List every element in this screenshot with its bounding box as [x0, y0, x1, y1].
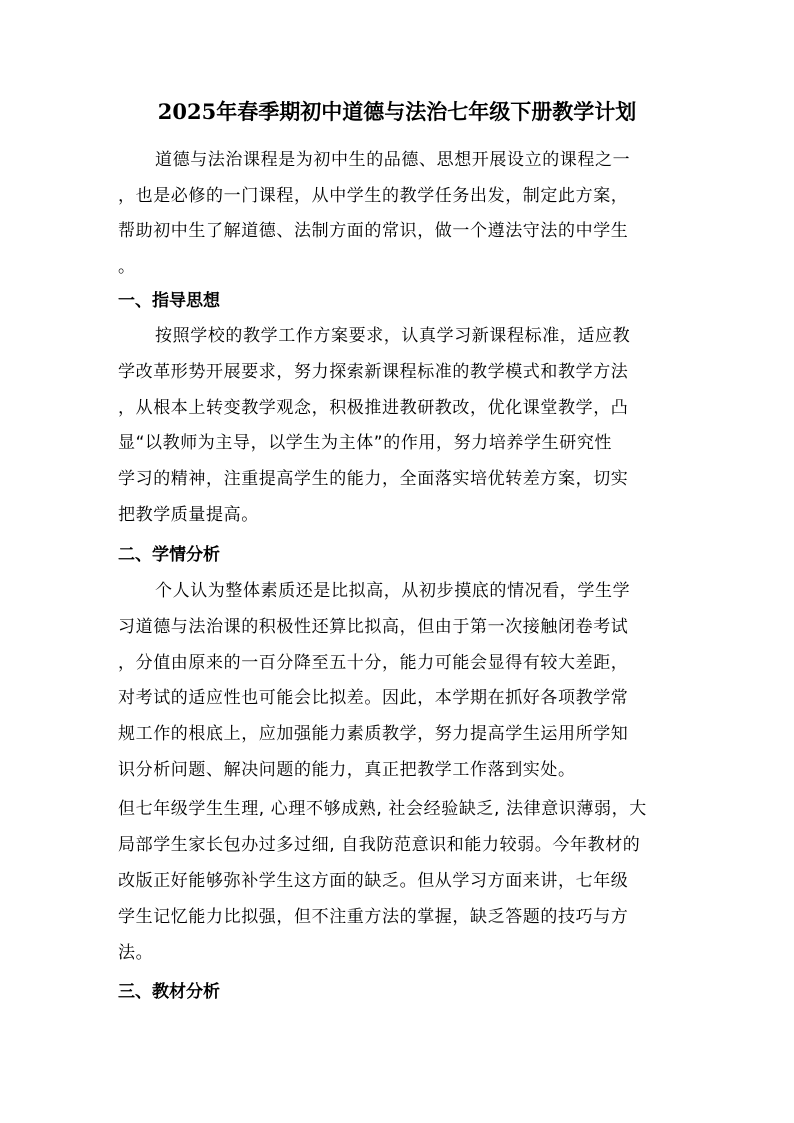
- paragraph-line: 学生记忆能力比拟强，但不注重方法的掌握，缺乏答题的技巧与方: [118, 907, 629, 927]
- intro-line: 。: [118, 257, 136, 277]
- paragraph-line: 按照学校的教学工作方案要求，认真学习新课程标准，适应教: [155, 326, 631, 346]
- paragraph-line: 但七年级学生生理, 心理不够成熟, 社会经验缺乏, 法律意识薄弱，大: [118, 799, 647, 819]
- paragraph-line: 法。: [118, 943, 154, 963]
- paragraph-line: 把教学质量提高。: [118, 505, 259, 525]
- document-title: 2025年春季期初中道德与法治七年级下册教学计划: [157, 99, 637, 124]
- paragraph-line: 对考试的适应性也可能会比拟差。因此，本学期在抓好各项教学常: [118, 688, 629, 708]
- paragraph-line: ，分值由原来的一百分降至五十分，能力可能会显得有较大差距，: [118, 653, 629, 673]
- section-heading-textbook: 三、教材分析: [118, 982, 220, 1002]
- paragraph-line: ，从根本上转变教学观念，积极推进教研教改，优化课堂教学，凸: [118, 398, 629, 418]
- paragraph-line: 习道德与法治课的积极性还算比拟高，但由于第一次接触闭卷考试: [118, 617, 629, 637]
- section-heading-guiding: 一、指导思想: [118, 291, 220, 311]
- paragraph-line: 局部学生家长包办过多过细, 自我防范意识和能力较弱。今年教材的: [118, 835, 641, 855]
- paragraph-line: 改版正好能够弥补学生这方面的缺乏。但从学习方面来讲，七年级: [118, 871, 629, 891]
- paragraph-line: 学改革形势开展要求，努力探索新课程标准的教学模式和教学方法: [118, 362, 629, 382]
- intro-line: 道德与法治课程是为初中生的品德、思想开展设立的课程之一: [155, 150, 631, 170]
- intro-line: 帮助初中生了解道德、法制方面的常识，做一个遵法守法的中学生: [118, 221, 629, 241]
- paragraph-line: 学习的精神，注重提高学生的能力，全面落实培优转差方案，切实: [118, 469, 629, 489]
- paragraph-line: 个人认为整体素质还是比拟高，从初步摸底的情况看，学生学: [155, 581, 631, 601]
- paragraph-line: 规工作的根底上，应加强能力素质教学，努力提高学生运用所学知: [118, 724, 629, 744]
- intro-line: ，也是必修的一门课程，从中学生的教学任务出发，制定此方案，: [118, 186, 629, 206]
- section-heading-students: 二、学情分析: [118, 545, 220, 565]
- paragraph-line: 显“以教师为主导，以学生为主体”的作用，努力培养学生研究性: [118, 433, 613, 453]
- paragraph-line: 识分析问题、解决问题的能力，真正把教学工作落到实处。: [118, 760, 576, 780]
